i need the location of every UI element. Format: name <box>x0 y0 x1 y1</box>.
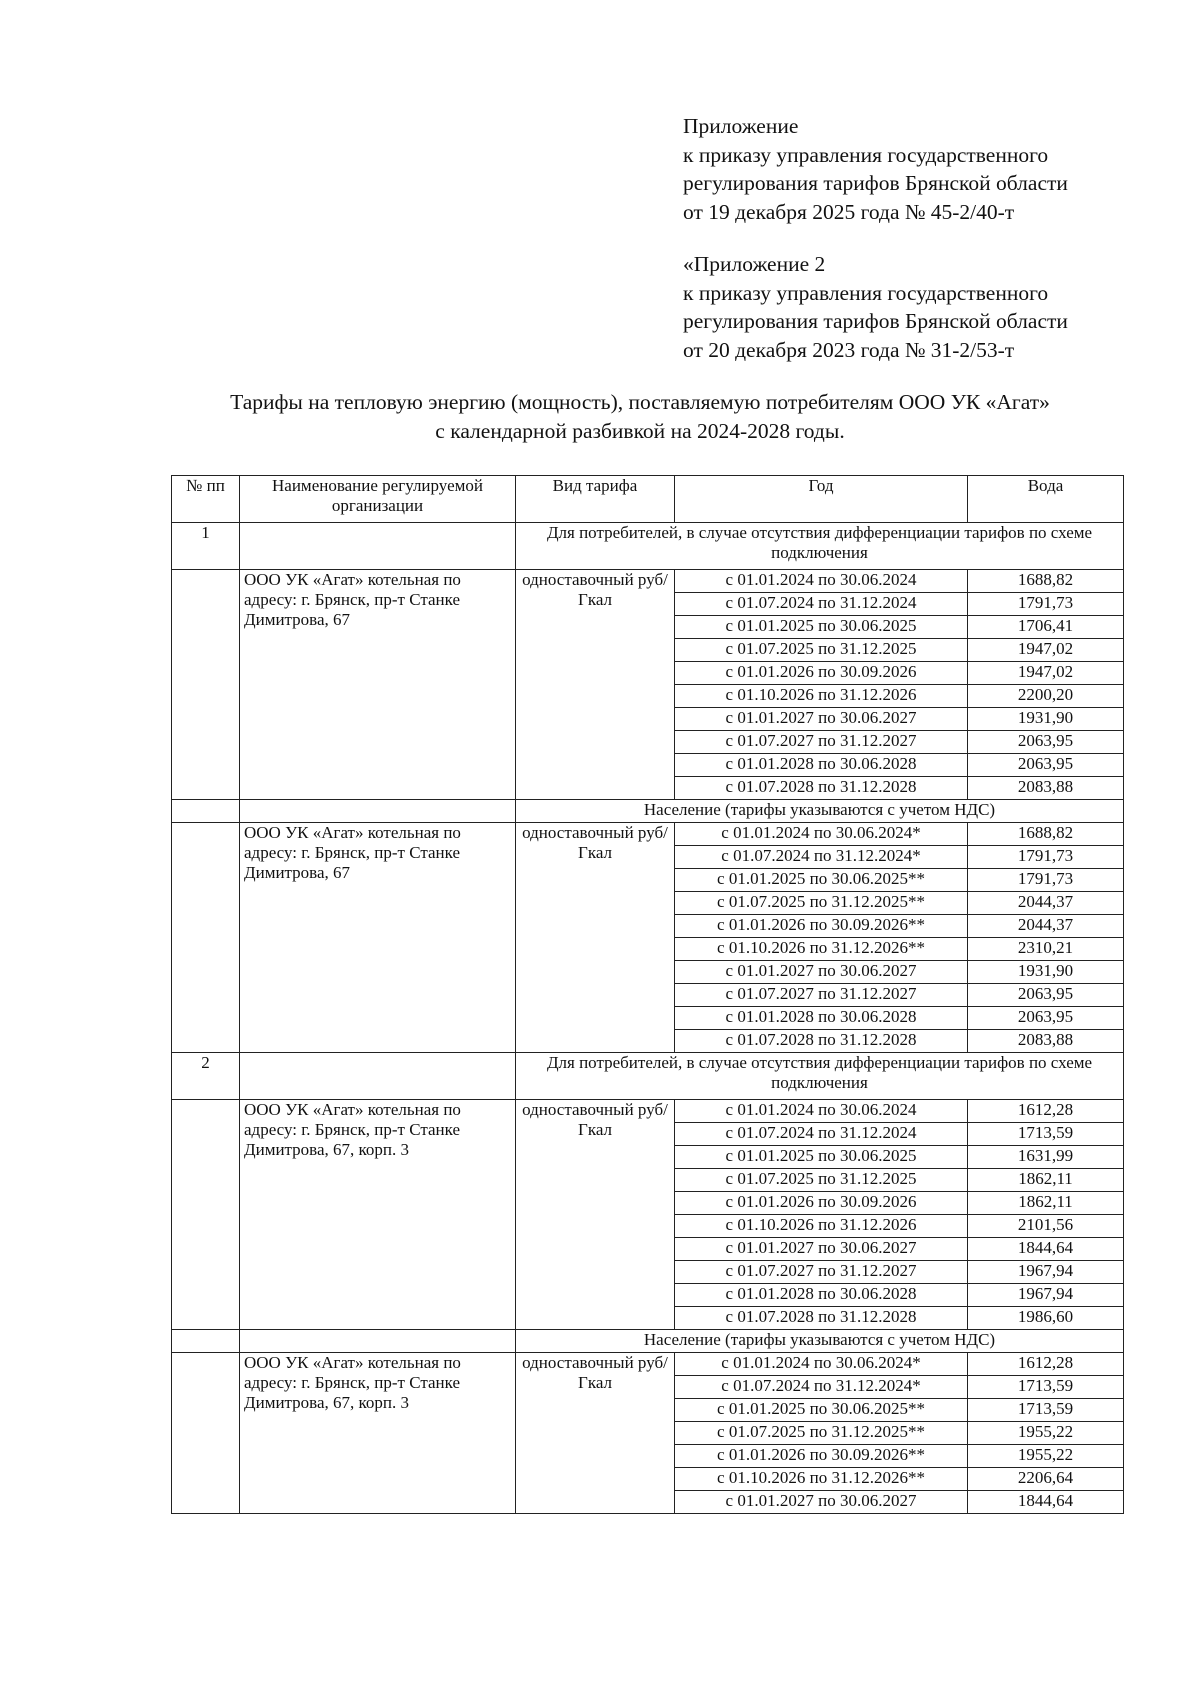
tariff-type-cell: одноставочный руб/Гкал <box>516 1100 675 1330</box>
water-value-cell: 1791,73 <box>968 869 1124 892</box>
period-cell: с 01.07.2028 по 31.12.2028 <box>675 1030 968 1053</box>
organization-cell: ООО УК «Агат» котельная по адресу: г. Брянск, пр-т Станке Димитрова, 67 <box>240 570 516 800</box>
header-org: Наименование регулируемой организации <box>240 476 516 523</box>
water-value-cell: 1713,59 <box>968 1399 1124 1422</box>
appendix2-line: регулирования тарифов Брянской области <box>683 309 1068 333</box>
water-value-cell: 2044,37 <box>968 892 1124 915</box>
blank-num-cell <box>172 1353 240 1514</box>
water-value-cell: 2310,21 <box>968 938 1124 961</box>
period-cell: с 01.07.2025 по 31.12.2025 <box>675 639 968 662</box>
tariff-type-cell: одноставочный руб/Гкал <box>516 823 675 1053</box>
period-cell: с 01.01.2026 по 30.09.2026** <box>675 1445 968 1468</box>
period-cell: с 01.07.2025 по 31.12.2025** <box>675 892 968 915</box>
blank-num-cell <box>172 1100 240 1330</box>
period-cell: с 01.01.2024 по 30.06.2024* <box>675 823 968 846</box>
water-value-cell: 2200,20 <box>968 685 1124 708</box>
organization-cell: ООО УК «Агат» котельная по адресу: г. Брянск, пр-т Станке Димитрова, 67, корп. 3 <box>240 1100 516 1330</box>
period-cell: с 01.07.2025 по 31.12.2025** <box>675 1422 968 1445</box>
water-value-cell: 1791,73 <box>968 593 1124 616</box>
organization-cell: ООО УК «Агат» котельная по адресу: г. Брянск, пр-т Станке Димитрова, 67, корп. 3 <box>240 1353 516 1514</box>
water-value-cell: 2063,95 <box>968 731 1124 754</box>
water-value-cell: 1688,82 <box>968 823 1124 846</box>
water-value-cell: 1791,73 <box>968 846 1124 869</box>
period-cell: с 01.01.2027 по 30.06.2027 <box>675 1491 968 1514</box>
period-cell: с 01.07.2024 по 31.12.2024 <box>675 1123 968 1146</box>
population-blank-num <box>172 1330 240 1353</box>
period-cell: с 01.10.2026 по 31.12.2026** <box>675 1468 968 1491</box>
header-year: Год <box>675 476 968 523</box>
section-number: 1 <box>172 523 240 570</box>
period-cell: с 01.01.2024 по 30.06.2024* <box>675 1353 968 1376</box>
period-cell: с 01.07.2027 по 31.12.2027 <box>675 1261 968 1284</box>
water-value-cell: 1955,22 <box>968 1445 1124 1468</box>
water-value-cell: 1706,41 <box>968 616 1124 639</box>
population-label: Население (тарифы указываются с учетом НДС) <box>516 800 1124 823</box>
water-value-cell: 1631,99 <box>968 1146 1124 1169</box>
population-blank-num <box>172 800 240 823</box>
section-blank <box>240 1053 516 1100</box>
water-value-cell: 2083,88 <box>968 1030 1124 1053</box>
population-label: Население (тарифы указываются с учетом НДС) <box>516 1330 1124 1353</box>
water-value-cell: 1931,90 <box>968 708 1124 731</box>
period-cell: с 01.01.2028 по 30.06.2028 <box>675 1284 968 1307</box>
water-value-cell: 2063,95 <box>968 984 1124 1007</box>
tariff-table <box>171 475 1124 1514</box>
water-value-cell: 1967,94 <box>968 1284 1124 1307</box>
header-row <box>172 476 1124 523</box>
period-cell: с 01.07.2027 по 31.12.2027 <box>675 984 968 1007</box>
appendix-block <box>683 112 1183 226</box>
period-cell: с 01.10.2026 по 31.12.2026 <box>675 685 968 708</box>
period-cell: с 01.01.2026 по 30.09.2026 <box>675 1192 968 1215</box>
table-row <box>172 823 1124 846</box>
period-cell: с 01.07.2024 по 31.12.2024* <box>675 1376 968 1399</box>
water-value-cell: 2063,95 <box>968 1007 1124 1030</box>
water-value-cell: 1986,60 <box>968 1307 1124 1330</box>
tariff-type-cell: одноставочный руб/Гкал <box>516 570 675 800</box>
blank-num-cell <box>172 570 240 800</box>
water-value-cell: 1612,28 <box>968 1100 1124 1123</box>
water-value-cell: 1931,90 <box>968 961 1124 984</box>
period-cell: с 01.01.2025 по 30.06.2025** <box>675 869 968 892</box>
section-header-row <box>172 1053 1124 1100</box>
table-row <box>172 1100 1124 1123</box>
period-cell: с 01.07.2028 по 31.12.2028 <box>675 777 968 800</box>
period-cell: с 01.01.2026 по 30.09.2026 <box>675 662 968 685</box>
water-value-cell: 1967,94 <box>968 1261 1124 1284</box>
organization-cell: ООО УК «Агат» котельная по адресу: г. Брянск, пр-т Станке Димитрова, 67 <box>240 823 516 1053</box>
water-value-cell: 1688,82 <box>968 570 1124 593</box>
table-row <box>172 570 1124 593</box>
period-cell: с 01.01.2027 по 30.06.2027 <box>675 708 968 731</box>
title-line-2: с календарной разбивкой на 2024-2028 годы. <box>435 419 845 443</box>
appendix-line: от 19 декабря 2025 года № 45-2/40-т <box>683 199 1015 224</box>
period-cell: с 01.01.2028 по 30.06.2028 <box>675 754 968 777</box>
period-cell: с 01.01.2026 по 30.09.2026** <box>675 915 968 938</box>
period-cell: с 01.01.2027 по 30.06.2027 <box>675 961 968 984</box>
population-header-row <box>172 1330 1124 1353</box>
water-value-cell: 1844,64 <box>968 1238 1124 1261</box>
water-value-cell: 1947,02 <box>968 639 1124 662</box>
population-header-row <box>172 800 1124 823</box>
table-row <box>172 1353 1124 1376</box>
appendix2-line: от 20 декабря 2023 года № 31-2/53-т <box>683 337 1015 362</box>
water-value-cell: 1862,11 <box>968 1169 1124 1192</box>
water-value-cell: 2101,56 <box>968 1215 1124 1238</box>
section-label: Для потребителей, в случае отсутствия дифференциации тарифов по схеме подключения <box>516 523 1124 570</box>
period-cell: с 01.01.2024 по 30.06.2024 <box>675 1100 968 1123</box>
section-number: 2 <box>172 1053 240 1100</box>
water-value-cell: 2063,95 <box>968 754 1124 777</box>
period-cell: с 01.01.2025 по 30.06.2025 <box>675 616 968 639</box>
water-value-cell: 1862,11 <box>968 1192 1124 1215</box>
period-cell: с 01.10.2026 по 31.12.2026 <box>675 1215 968 1238</box>
period-cell: с 01.07.2027 по 31.12.2027 <box>675 731 968 754</box>
period-cell: с 01.07.2024 по 31.12.2024* <box>675 846 968 869</box>
water-value-cell: 1947,02 <box>968 662 1124 685</box>
header-num: № пп <box>172 476 240 523</box>
water-value-cell: 1844,64 <box>968 1491 1124 1514</box>
population-blank-org <box>240 1330 516 1353</box>
period-cell: с 01.07.2028 по 31.12.2028 <box>675 1307 968 1330</box>
water-value-cell: 1713,59 <box>968 1376 1124 1399</box>
water-value-cell: 1713,59 <box>968 1123 1124 1146</box>
title-line-1: Тарифы на тепловую энергию (мощность), поставляемую потребителям ООО УК «Агат» <box>230 390 1050 414</box>
period-cell: с 01.01.2028 по 30.06.2028 <box>675 1007 968 1030</box>
section-label: Для потребителей, в случае отсутствия дифференциации тарифов по схеме подключения <box>516 1053 1124 1100</box>
header-type: Вид тарифа <box>516 476 675 523</box>
appendix-line: к приказу управления государственного <box>683 142 1049 167</box>
water-value-cell: 1955,22 <box>968 1422 1124 1445</box>
period-cell: с 01.01.2024 по 30.06.2024 <box>675 570 968 593</box>
water-value-cell: 2083,88 <box>968 777 1124 800</box>
appendix2-line: к приказу управления государственного <box>683 280 1049 305</box>
blank-num-cell <box>172 823 240 1053</box>
tariff-type-cell: одноставочный руб/Гкал <box>516 1353 675 1514</box>
period-cell: с 01.10.2026 по 31.12.2026** <box>675 938 968 961</box>
section-blank <box>240 523 516 570</box>
period-cell: с 01.01.2027 по 30.06.2027 <box>675 1238 968 1261</box>
period-cell: с 01.01.2025 по 30.06.2025** <box>675 1399 968 1422</box>
water-value-cell: 1612,28 <box>968 1353 1124 1376</box>
header-water: Вода <box>968 476 1124 523</box>
appendix-line: Приложение <box>683 114 799 138</box>
document-title <box>150 388 1130 446</box>
period-cell: с 01.07.2024 по 31.12.2024 <box>675 593 968 616</box>
period-cell: с 01.07.2025 по 31.12.2025 <box>675 1169 968 1192</box>
appendix2-block <box>683 250 1183 364</box>
water-value-cell: 2044,37 <box>968 915 1124 938</box>
appendix2-line: «Приложение 2 <box>683 252 826 276</box>
appendix-line: регулирования тарифов Брянской области <box>683 171 1068 195</box>
section-header-row <box>172 523 1124 570</box>
water-value-cell: 2206,64 <box>968 1468 1124 1491</box>
period-cell: с 01.01.2025 по 30.06.2025 <box>675 1146 968 1169</box>
population-blank-org <box>240 800 516 823</box>
